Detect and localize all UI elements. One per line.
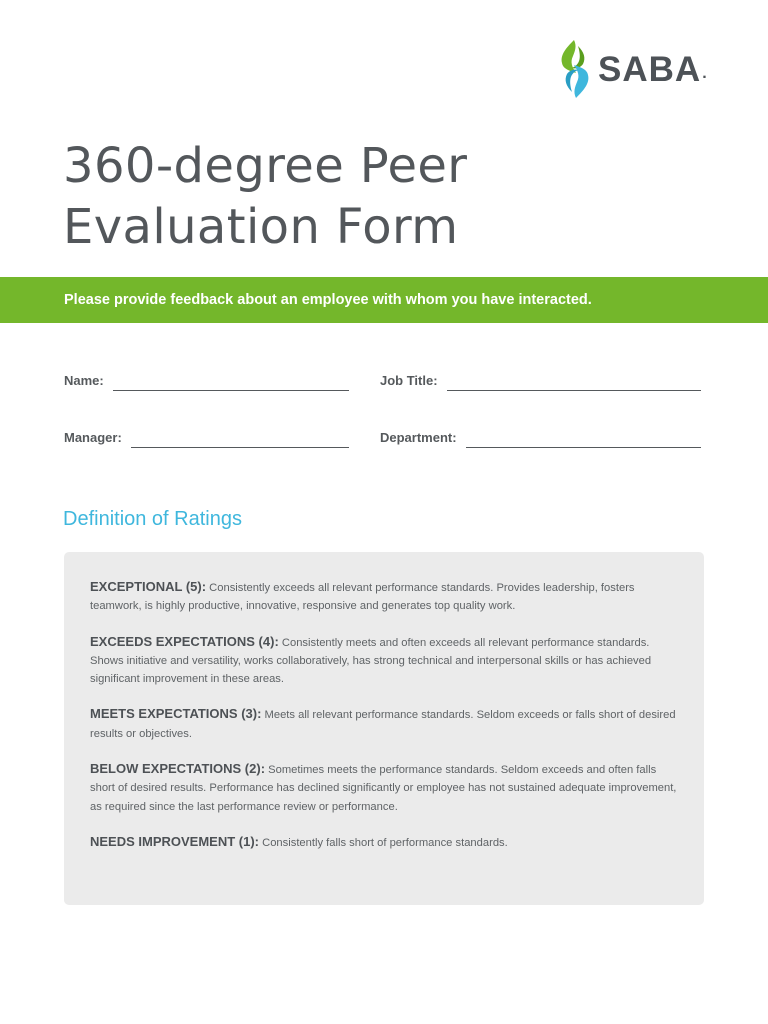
document-title bbox=[63, 136, 703, 258]
rating-description: Sometimes meets the performance standards. Seldom exceeds and often falls short of desired results. Performance has declined significantly or employee has not sustained adequate improvement, as required since the last performance review or performance. bbox=[90, 764, 677, 813]
saba-logo-mark-icon bbox=[558, 38, 592, 100]
rating-description: Meets all relevant performance standards. Seldom exceeds or falls short of desired results or objectives. bbox=[90, 709, 676, 740]
rating-exceptional bbox=[90, 578, 678, 616]
name-field bbox=[64, 371, 349, 391]
job-title-field bbox=[380, 371, 701, 391]
ratings-panel bbox=[64, 552, 704, 905]
manager-label: Manager: bbox=[64, 430, 122, 445]
name-label: Name: bbox=[64, 373, 104, 388]
rating-label: NEEDS IMPROVEMENT (1): bbox=[90, 833, 260, 849]
department-label: Department: bbox=[380, 430, 457, 445]
rating-below-expectations bbox=[90, 760, 678, 816]
manager-input-line[interactable] bbox=[131, 446, 349, 448]
ratings-heading: Definition of Ratings bbox=[63, 508, 242, 530]
title-line-1: 360-degree Peer bbox=[63, 138, 468, 194]
rating-meets-expectations bbox=[90, 705, 678, 743]
department-field bbox=[380, 428, 701, 448]
job-title-input-line[interactable] bbox=[447, 389, 701, 391]
instruction-text: Please provide feedback about an employee with whom you have interacted. bbox=[64, 292, 592, 308]
job-title-label: Job Title: bbox=[380, 373, 438, 388]
instruction-banner bbox=[0, 277, 768, 323]
name-input-line[interactable] bbox=[113, 389, 349, 391]
rating-label: BELOW EXPECTATIONS (2): bbox=[90, 761, 266, 777]
logo-wordmark: SABA bbox=[598, 49, 702, 89]
saba-logo bbox=[558, 38, 728, 100]
title-line-2: Evaluation Form bbox=[63, 199, 459, 255]
rating-label: MEETS EXPECTATIONS (3): bbox=[90, 706, 262, 722]
rating-exceeds-expectations bbox=[90, 633, 678, 689]
logo-period: . bbox=[702, 65, 707, 82]
rating-description: Consistently falls short of performance standards. bbox=[262, 836, 508, 849]
rating-description: Consistently meets and often exceeds all relevant performance standards. Shows initiative and versatility, works collaboratively, has strong technical and interpersonal skills or has achieved significant improvement in these areas. bbox=[90, 636, 652, 686]
rating-label: EXCEPTIONAL (5): bbox=[90, 579, 207, 594]
rating-needs-improvement bbox=[90, 833, 678, 852]
department-input-line[interactable] bbox=[466, 446, 701, 448]
rating-description: Consistently exceeds all relevant performance standards. Provides leadership, fosters teamwork, is highly productive, innovative, responsive and generates top quality work. bbox=[90, 582, 635, 613]
rating-label: EXCEEDS EXPECTATIONS (4): bbox=[90, 633, 279, 649]
manager-field bbox=[64, 428, 349, 448]
